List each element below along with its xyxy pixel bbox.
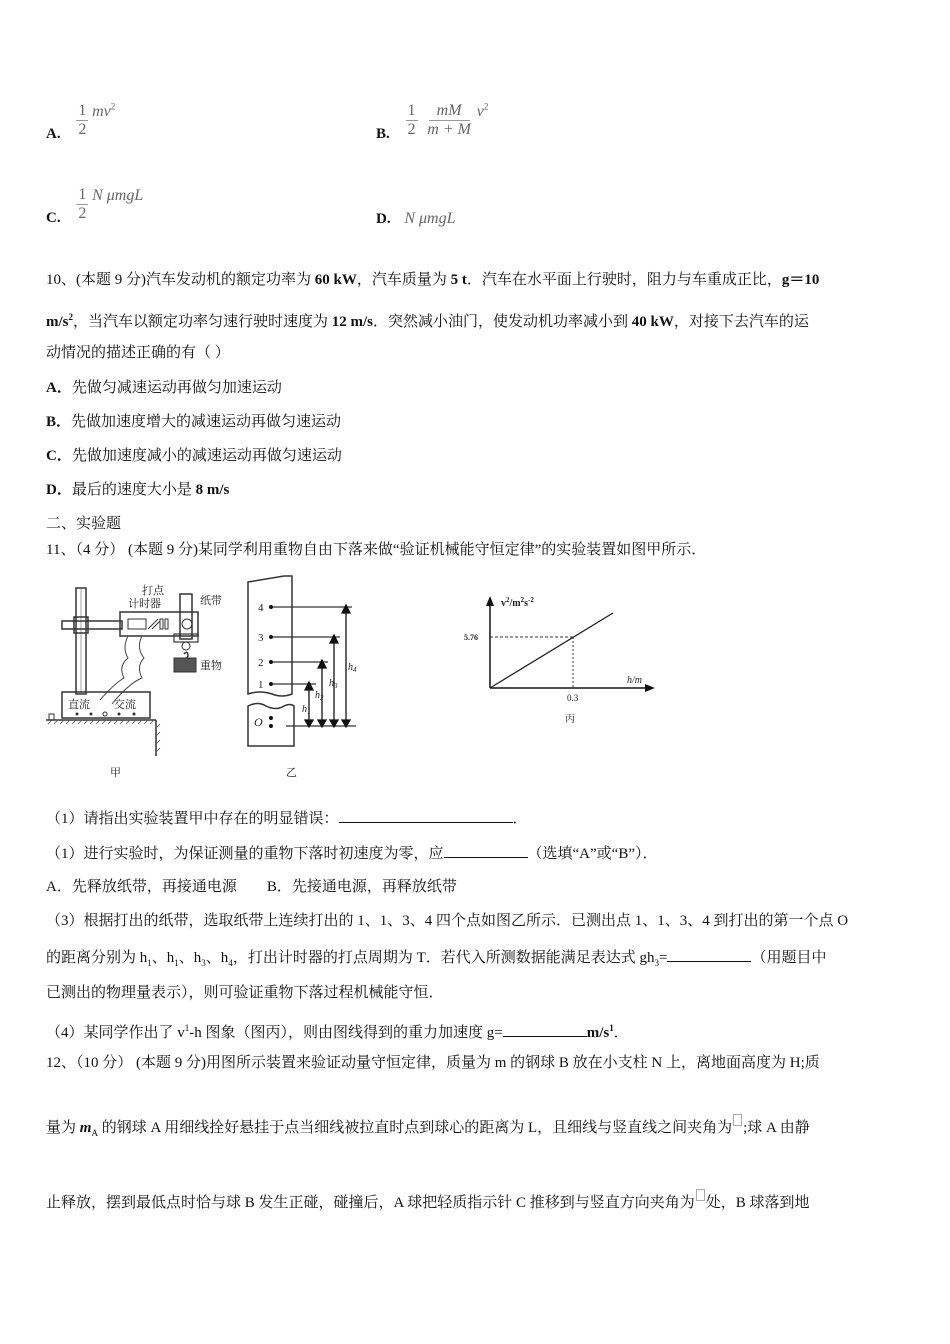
fraction: $\frac{1}{2}$ <box>407 102 416 138</box>
option-label: C. <box>46 209 61 226</box>
svg-text:丙: 丙 <box>565 714 575 725</box>
q9-option-d <box>376 210 456 228</box>
svg-text:计时器: 计时器 <box>128 598 161 610</box>
svg-text:h/m: h/m <box>627 675 642 686</box>
q11-sub4: （4）某同学作出了 $v^1-h$ 图象（图丙），则由图线得到的重力加速度 $g= m/s^1$． <box>46 1023 629 1041</box>
option-a[interactable]: A．先释放纸带，再接通电源 <box>46 879 237 895</box>
q11-sub3-line3: 已测出的物理量表示），则可验证重物下落过程机械能守恒． <box>46 985 444 1001</box>
math-expr: N μmgL <box>404 210 456 227</box>
math-expr: $mv^2$ <box>92 101 116 120</box>
svg-text:直流: 直流 <box>68 699 90 711</box>
q10-stem-line1: 10、(本题 9 分)汽车发动机的额定功率为 60 kW，汽车质量为 5 t．汽车在水平面上行驶时，阻力与车重成正比，g＝10 <box>46 272 820 288</box>
option-label: B. <box>376 125 390 142</box>
fraction: $\frac{1}{2}$ <box>78 186 87 222</box>
figure-yi-tape <box>244 574 374 784</box>
svg-text:1: 1 <box>258 679 264 691</box>
q10-option-d[interactable]: D．最后的速度大小是 8 m/s <box>46 482 230 498</box>
svg-text:甲: 甲 <box>110 767 121 779</box>
svg-text:h2: $h_2$ <box>315 690 324 702</box>
q10-stem-line2: $m/s^2$，当汽车以额定功率匀速行驶时速度为 12 m/s．突然减小油门，使发动机功率减小到 40 kW，对接下去汽车的运 <box>46 312 809 330</box>
option-label: A. <box>46 125 61 142</box>
missing-glyph-icon <box>733 1114 742 1126</box>
fraction-mass: $\frac{mM}{m + M}$ <box>427 102 471 138</box>
svg-text:v2/m2s-2: $v^2/m^2s^{-2}$ <box>501 596 534 609</box>
svg-text:h3: $h_3$ <box>329 678 338 690</box>
q9-option-a <box>46 101 116 142</box>
svg-text:交流: 交流 <box>114 699 136 711</box>
figure-bing-chart <box>455 588 665 728</box>
answer-blank[interactable] <box>503 1022 587 1037</box>
answer-blank[interactable] <box>339 808 513 823</box>
svg-text:4: 4 <box>258 602 264 614</box>
option-b[interactable]: B．先接通电源，再释放纸带 <box>266 879 457 895</box>
svg-text:O: O <box>254 715 263 729</box>
q11-intro: 11、（4 分） (本题 9 分)某同学利用重物自由下落来做“验证机械能守恒定律”的实验装置如图甲所示． <box>46 542 707 558</box>
q10-option-b[interactable]: B．先做加速度增大的减速运动再做匀速运动 <box>46 414 342 430</box>
figure-jia-apparatus <box>44 574 244 784</box>
q12-line1: 12、（10 分） (本题 9 分)用图所示装置来验证动量守恒定律，质量为 m 的钢球 B 放在小支柱 N 上，离地面高度为 H;质 <box>46 1055 820 1071</box>
q12-line3: 止释放，摆到最低点时恰与球 B 发生正碰，碰撞后，A 球把轻质指示针 C 推移到与竖直方向夹角为 处，B 球落到地 <box>46 1189 810 1213</box>
q10-stem-line3: 动情况的描述正确的有（ ） <box>46 345 230 361</box>
svg-text:打点: 打点 <box>142 585 164 597</box>
q11-sub1: （1）请指出实验装置甲中存在的明显错误： ． <box>46 808 528 829</box>
svg-text:h4: $h_4$ <box>348 662 357 674</box>
svg-text:3: 3 <box>258 632 264 644</box>
option-label: D. <box>376 211 391 227</box>
q11-sub2-options <box>46 877 457 897</box>
svg-text:重物: 重物 <box>200 660 222 672</box>
q11-sub3-line2: 的距离分别为 $h_1$、$h_1$、$h_3$、$h_4$，打出计时器的打点周期为 T．若代入所测数据能满足表达式 $gh_3=$ （用题目中 <box>46 947 826 973</box>
svg-text:0.3: 0.3 <box>567 693 579 703</box>
q11-sub2: （1）进行实验时，为保证测量的重物下落时初速度为零，应 （选填“A”或“B”）． <box>46 843 658 864</box>
q10-option-c[interactable]: C．先做加速度减小的减速运动再做匀速运动 <box>46 448 342 464</box>
q9-option-b <box>376 101 489 142</box>
svg-text:纸带: 纸带 <box>200 595 222 607</box>
answer-blank[interactable] <box>667 947 751 962</box>
q10-option-a[interactable]: A．先做匀减速运动再做匀加速运动 <box>46 380 282 396</box>
svg-text:h1: $h_1$ <box>302 704 311 716</box>
fraction: $\frac{1}{2}$ <box>78 102 87 138</box>
svg-text:乙: 乙 <box>286 767 297 779</box>
math-expr: $v^2$ <box>476 101 489 120</box>
q9-option-c <box>46 186 144 226</box>
answer-blank[interactable] <box>444 843 528 858</box>
svg-text:5.76: 5.76 <box>464 633 478 642</box>
section-title: 二、实验题 <box>46 516 122 532</box>
svg-text:2: 2 <box>258 657 264 669</box>
q12-line2: 量为 $m_A$ 的钢球 A 用细线拴好悬挂于点当细线被拉直时点到球心的距离为 L，且细线与竖直线之间夹角为 ;球 A 由静 <box>46 1114 810 1143</box>
math-expr: N μmgL <box>92 186 144 204</box>
missing-glyph-icon <box>696 1189 705 1201</box>
q11-sub3-line1: （3）根据打出的纸带，选取纸带上连续打出的 1、1、3、4 四个点如图乙所示．已测出点 1、1、3、4 到打出的第一个点 O <box>46 913 849 929</box>
